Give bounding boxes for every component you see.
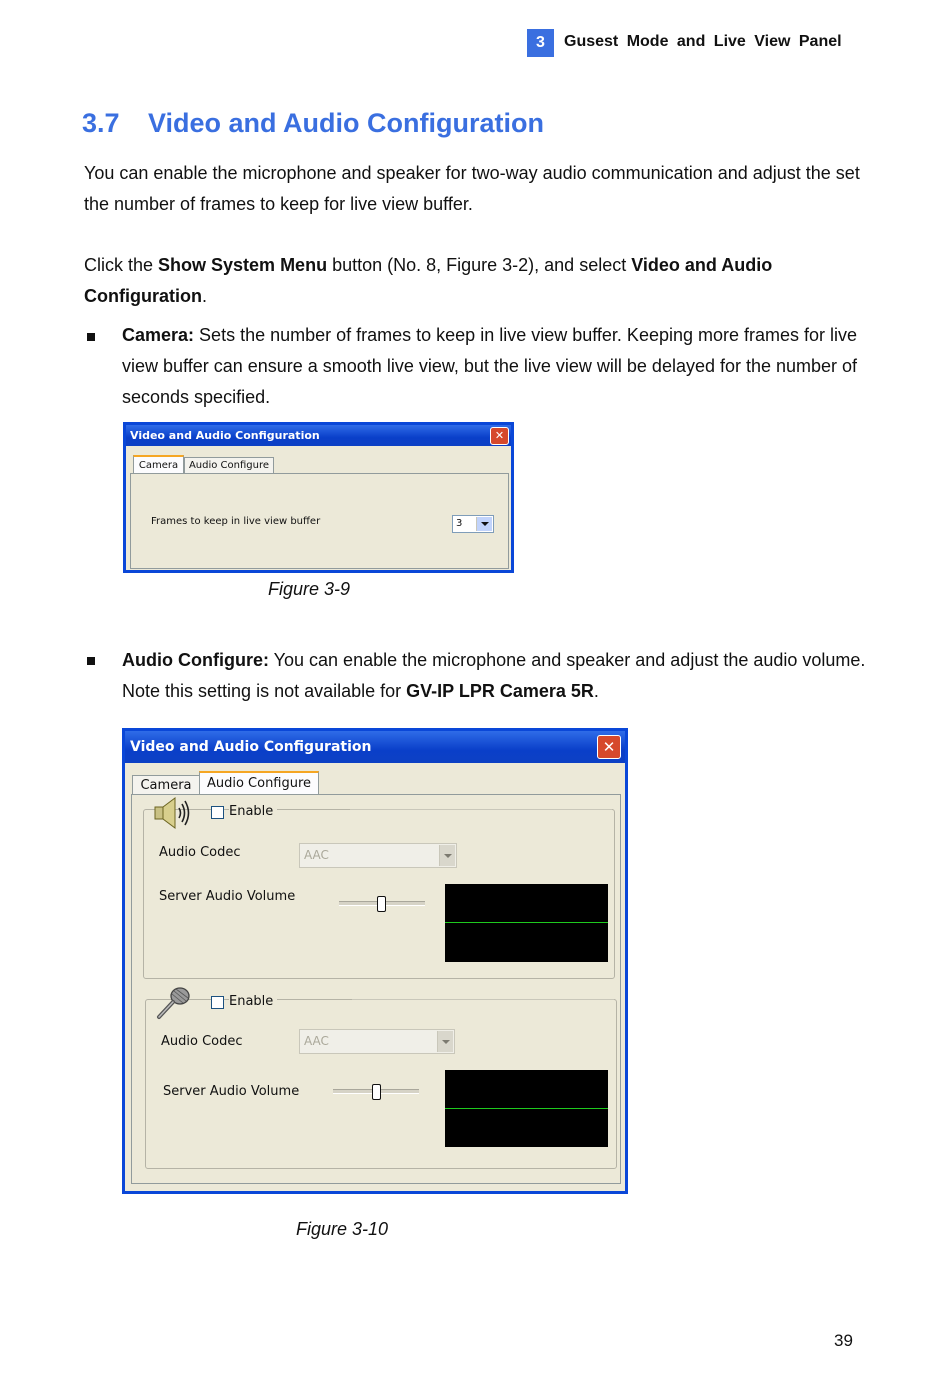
figure-3-10-caption [296, 1219, 388, 1240]
bullet-square-icon [87, 657, 95, 665]
microphone-enable-checkbox[interactable] [211, 996, 224, 1009]
speaker-codec-select[interactable] [299, 843, 457, 868]
microphone-volume-slider-thumb[interactable] [372, 1084, 381, 1100]
figure-3-10-caption-text: Figure 3-10 [296, 1219, 389, 1239]
audio-bullet-text: . [593, 681, 599, 701]
tab-label: Audio Configure [206, 776, 312, 791]
figure-3-9-caption: Figure 3-9 [268, 579, 351, 599]
microphone-volume-label: Server Audio Volume [163, 1084, 300, 1099]
instruction-text: button (No. 8, Figure 3-2), and select [327, 255, 632, 275]
group-divider [352, 999, 614, 1000]
speaker-codec-label: Audio Codec [159, 845, 241, 860]
audio-bullet-text: You can enable the microphone and speaker and adjust the audio volume. Note this setting is not available for [122, 650, 866, 701]
figure-3-10-dialog [122, 728, 628, 1194]
group-divider [350, 809, 612, 810]
chevron-down-icon[interactable] [476, 517, 492, 531]
section-title: Video and Audio Configuration [148, 108, 544, 138]
frames-buffer-value: 3 [456, 518, 463, 529]
bullet-square-icon [87, 333, 95, 341]
close-icon[interactable]: ✕ [490, 427, 509, 445]
section-heading [82, 108, 544, 139]
tab-audio-configure[interactable] [199, 771, 319, 796]
frames-buffer-label: Frames to keep in live view buffer [151, 516, 321, 527]
page-number: 39 [834, 1331, 853, 1350]
speaker-level-meter [445, 884, 608, 962]
microphone-icon [153, 985, 195, 1021]
chevron-down-icon[interactable] [437, 1031, 453, 1052]
audio-bullet-label: Audio Configure: [122, 650, 269, 670]
audio-bullet-item [122, 645, 872, 707]
instruction-text: . [201, 286, 207, 306]
dialog-titlebar [125, 731, 625, 763]
dialog-title: Video and Audio Configuration [130, 429, 320, 442]
microphone-level-line [445, 1108, 608, 1109]
microphone-enable-label: Enable [229, 994, 277, 1009]
speaker-volume-label: Server Audio Volume [159, 889, 296, 904]
tab-label: Audio Configure [188, 460, 270, 471]
tab-camera[interactable] [133, 455, 184, 475]
dialog-titlebar [126, 425, 511, 446]
section-number: 3.7 [82, 108, 120, 138]
audio-bullet-bold-model: GV-IP LPR Camera 5R [406, 681, 594, 701]
speaker-enable-checkbox[interactable] [211, 806, 224, 819]
microphone-level-meter [445, 1070, 608, 1147]
frames-buffer-select[interactable] [452, 515, 494, 533]
tab-audio-configure[interactable] [184, 457, 274, 474]
tab-label: Camera [140, 778, 192, 793]
speaker-level-line [445, 922, 608, 923]
speaker-icon [151, 795, 195, 831]
camera-bullet-text: Sets the number of frames to keep in live view buffer. Keeping more frames for live view buffer can ensure a smooth live view, but the live view will be delayed for the number of seconds specified. [122, 325, 858, 407]
speaker-enable-label: Enable [229, 804, 277, 819]
close-icon[interactable]: ✕ [597, 735, 621, 759]
instruction-bold-menu: Show System Menu [158, 255, 328, 275]
instruction-bold-item: Video and Audio Configuration [84, 255, 773, 306]
intro-paragraph: You can enable the microphone and speaker for two-way audio communication and adjust the set the number of frames to keep for live view buffer. [84, 163, 860, 214]
microphone-codec-label: Audio Codec [161, 1034, 243, 1049]
chevron-down-icon[interactable] [439, 845, 455, 866]
camera-bullet-item [122, 320, 872, 413]
instruction-paragraph [84, 250, 874, 312]
figure-3-9-dialog [123, 422, 514, 573]
dialog-title: Video and Audio Configuration [130, 739, 372, 755]
instruction-text: Click the [84, 255, 159, 275]
tab-label: Camera [138, 460, 179, 471]
microphone-codec-select[interactable] [299, 1029, 455, 1054]
speaker-volume-slider-thumb[interactable] [377, 896, 386, 912]
chapter-title: Gusest Mode and Live View Panel [564, 33, 842, 50]
speaker-codec-value: AAC [304, 848, 329, 862]
microphone-codec-value: AAC [304, 1034, 329, 1048]
tab-camera[interactable] [132, 775, 200, 796]
chapter-number-badge: 3 [527, 29, 554, 57]
camera-bullet-label: Camera: [122, 325, 195, 345]
